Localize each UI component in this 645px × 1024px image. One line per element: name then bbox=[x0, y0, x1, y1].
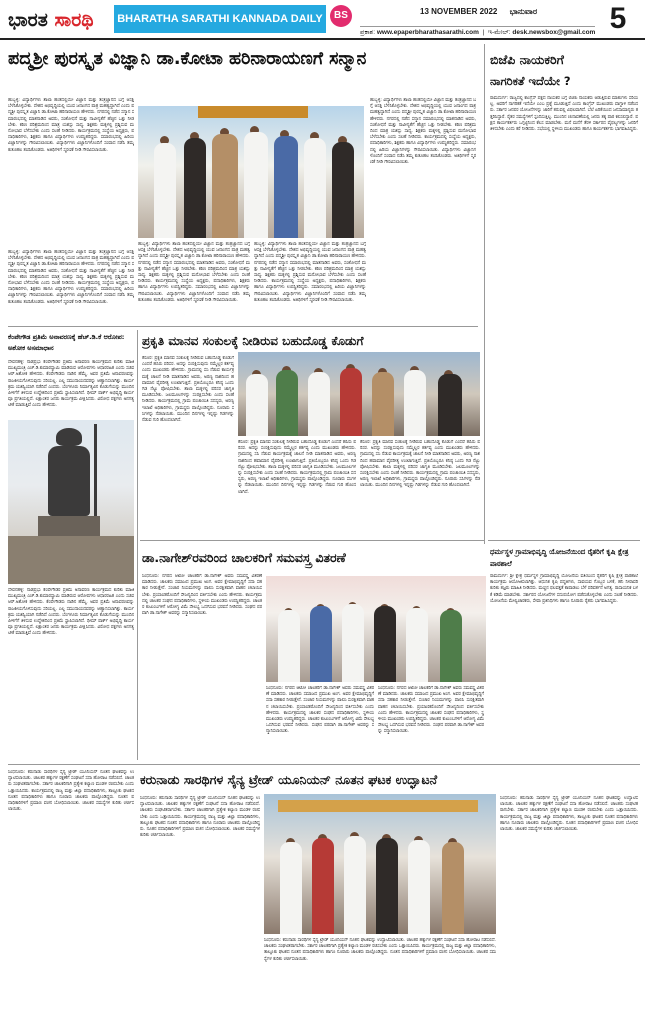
article-body-bjp: ರಾಮದುರ್ಗ: ರಾಜ್ಯದಲ್ಲಿ ಕಾಂಗ್ರೆಸ್ ಪಕ್ಷದ ನಾಯಕರ ಬಗ್ಗೆ ಬಿಜೆಪಿ ನಾಯಕರು ಆಡುತ್ತಿರುವ ಮಾತುಗಳು ಸರಿಯಲ್ಲ. ಅವರಿಗೆ ನಾಗರಿಕತೆ ಇದೆಯೇ ಎಂಬ ಪ್ರಶ್ನೆ ಮೂಡುತ್ತಿದೆ ಎಂದು ಕಾಂಗ್ರೆಸ್ ಮುಖಂಡರು ವಾಗ್ದಾಳಿ ನಡೆಸಿದರು. ಸರ್ಕಾರ ಜನಪರ ಯೋಜನೆಗಳನ್ನು ಜಾರಿಗೆ ತರುವಲ್ಲಿ ವಿಫಲವಾಗಿದೆ. ಬೆಲೆ ಏರಿಕೆಯಿಂದ ಜನಸಾಮಾನ್ಯರು ತತ್ತರಿಸಿದ್ದಾರೆ. ರೈತರ ಸಮಸ್ಯೆಗಳಿಗೆ ಸ್ಪಂದಿಸುತ್ತಿಲ್ಲ. ಮುಂದಿನ ಚುನಾವಣೆಯಲ್ಲಿ ಜನರು ತಕ್ಕ ಪಾಠ ಕಲಿಸಲಿದ್ದಾರೆ. ಪಕ್ಷದ ಕಾರ್ಯಕರ್ತರು ಒಗ್ಗಟ್ಟಿನಿಂದ ಕೆಲಸ ಮಾಡಬೇಕು. ಮನೆ ಮನೆಗೆ ತೆರಳಿ ಸರ್ಕಾರದ ವೈಫಲ್ಯಗಳನ್ನು ಜನರಿಗೆ ತಿಳಿಸಬೇಕು ಎಂದು ಕರೆ ನೀಡಿದರು. ಸಭೆಯಲ್ಲಿ ಸ್ಥಳೀಯ ಮುಖಂಡರು ಹಾಗೂ ಕಾರ್ಯಕರ್ತರು ಭಾಗವಹಿಸಿದ್ದರು. bbox=[490, 96, 638, 133]
email-label: ಇ-ಮೇಲ್: bbox=[487, 29, 511, 36]
issue-weekday: ಭಾನುವಾರ bbox=[509, 7, 538, 16]
headline-bjp: ಬಿಜೆಪಿ ನಾಯಕರಿಗೆ bbox=[490, 52, 564, 67]
headline-prakriti: ಪ್ರಕೃತಿ ಮಾನವ ಸಂಕುಲಕ್ಕೆ ನೀಡಿರುವ ಬಹುದೊಡ್ಡ ಕೊಡುಗೆ bbox=[142, 334, 364, 348]
article-body-padmashri-col2: ಹುಬ್ಬಳ್ಳಿ: ವಿದ್ಯಾರ್ಥಿಗಳು ಶಾಲಾ ಹಂತದಲ್ಲಿಯೇ ವಿಜ್ಞಾನ ಮತ್ತು ತಂತ್ರಜ್ಞಾನದ ಬಗ್ಗೆ ಆಸಕ್ತಿ ಬೆಳೆಸಿಕೊಳ್ಳಬೇಕು. ದೇಶದ ಅಭಿವೃದ್ಧಿಯಲ್ಲಿ ಯುವ ಜನಾಂಗದ ಪಾತ್ರ ಮಹತ್ವದ್ದಾಗಿದೆ ಎಂದು ಪದ್ಮಶ್ರೀ ಪುರಸ್ಕೃತ ವಿಜ್ಞಾನಿ ಡಾ.ಕೋಟಾ ಹರಿನಾರಾಯಣ ಹೇಳಿದರು. ನಗರದಲ್ಲಿ ನಡೆದ ಸನ್ಮಾನ ಸಮಾರಂಭದಲ್ಲಿ ಮಾತನಾಡಿದ ಅವರು, ಸಂಶೋಧನೆ ಮತ್ತು ನಾವೀನ್ಯತೆಗೆ ಹೆಚ್ಚಿನ ಒತ್ತು ನೀಡಬೇಕು. ಕಠಿಣ ಪರಿಶ್ರಮದಿಂದ ಮಾತ್ರ ಯಶಸ್ಸು ಸಾಧ್ಯ. ಶಿಕ್ಷಕರು ಮಕ್ಕಳಲ್ಲಿ ಪ್ರಶ್ನಿಸುವ ಮನೋಭಾವ ಬೆಳೆಸಬೇಕು ಎಂದು ಸಲಹೆ ನೀಡಿದರು. ಕಾರ್ಯಕ್ರಮದಲ್ಲಿ ಸಂಸ್ಥೆಯ ಅಧ್ಯಕ್ಷರು, ಪದಾಧಿಕಾರಿಗಳು, ಶಿಕ್ಷಕರು ಹಾಗೂ ವಿದ್ಯಾರ್ಥಿಗಳು ಉಪಸ್ಥಿತರಿದ್ದರು. ಸಮಾರಂಭದಲ್ಲಿ ಹಿರಿಯ ವಿಜ್ಞಾನಿಗಳನ್ನು ಗೌರವಿಸಲಾಯಿತು. ವಿದ್ಯಾರ್ಥಿಗಳು ವಿಜ್ಞಾನಿಗಳೊಂದಿಗೆ ಸಂವಾದ ನಡೆಸಿ ತಮ್ಮ ಕುತೂಹಲ ತಣಿಸಿಕೊಂಡರು. ಅತಿಥಿಗಳಿಗೆ ಸ್ಮರಣಿಕೆ ನೀಡಿ ಗೌರವಿಸಲಾಯಿತು. bbox=[138, 242, 250, 303]
photo-padmashri-felicitation bbox=[138, 106, 364, 238]
headline-karunadu: ಕರುನಾಡು ಸಾರಥಿಗಳ ಸೈನ್ಯ ಟ್ರೇಡ್ ಯೂನಿಯನ್ ನೂತನ ಘಟಕ ಉದ್ಘಾಟನೆ bbox=[140, 772, 438, 787]
photo-nagesh-uniform-distribution bbox=[266, 576, 486, 682]
email-link[interactable]: desk.newsbox@gmail.com bbox=[512, 29, 595, 36]
masthead bbox=[0, 0, 645, 40]
section-divider-right bbox=[488, 540, 640, 541]
photo-stage-banner bbox=[198, 106, 308, 118]
section-divider-2 bbox=[140, 540, 484, 541]
website-link[interactable]: www.epaperbharathasarathi.com bbox=[376, 29, 479, 36]
photo-prakriti-event bbox=[238, 352, 480, 436]
subhead-kempegowda: ಕೆಂಪೇಗೌಡ ಪ್ರತಿಮೆ ಅನಾವರಣಕ್ಕೆ ಹೆಚ್.ಡಿ.ಕೆ ಆರೋಪ: ಅಶೋಕ ಅಸಮಾಧಾನ bbox=[8, 333, 125, 352]
logo-word-1: ಭಾರತ bbox=[8, 9, 48, 31]
subhead-bjp: ನಾಗರಿಕತೆ ಇದೆಯೇ ? bbox=[490, 74, 571, 88]
dateline bbox=[420, 7, 595, 19]
article-body-kempegowda-top: ದೇವನಹಳ್ಳಿ: ನಾಡಪ್ರಭು ಕೆಂಪೇಗೌಡರ ಪ್ರತಿಮೆ ಅನಾವರಣ ಕಾರ್ಯಕ್ರಮದ ಕುರಿತು ಮಾಜಿ ಮುಖ್ಯಮಂತ್ರಿ ಎಚ್.ಡಿ.ಕುಮಾರಸ್ವಾಮಿ ಮಾಡಿರುವ ಆರೋಪಗಳು ಆಧಾರರಹಿತ ಎಂದು ಸಚಿವ ಆರ್.ಅಶೋಕ ಹೇಳಿದರು. ಕೆಂಪೇಗೌಡರು ನಾಡಿನ ಹೆಮ್ಮೆ. ಅವರ ಪ್ರತಿಮೆ ಅನಾವರಣವನ್ನು ರಾಜಕೀಯಗೊಳಿಸುವುದು ಸರಿಯಲ್ಲ. ಎಲ್ಲ ಸಮುದಾಯದವರನ್ನು ಆಹ್ವಾನಿಸಲಾಗಿತ್ತು. ಕಾರ್ಯಕ್ರಮ ಯಶಸ್ವಿಯಾಗಿ ನಡೆದಿದೆ ಎಂದರು. ಬೆಂಗಳೂರು ನಿರ್ಮಾತೃವಿನ ಕೊಡುಗೆಯನ್ನು ಮುಂದಿನ ಪೀಳಿಗೆಗೆ ತಿಳಿಸುವ ಉದ್ದೇಶದಿಂದ ಪ್ರತಿಮೆ ಸ್ಥಾಪಿಸಲಾಗಿದೆ. ಥೀಮ್ ಪಾರ್ಕ್ ಅಭಿವೃದ್ಧಿ ಕಾರ್ಯವೂ ಪ್ರಗತಿಯಲ್ಲಿದೆ. ಲಕ್ಷಾಂತರ ಜನರು ಕಾರ್ಯಕ್ರಮ ವೀಕ್ಷಿಸಿದರು. ವಿರೋಧ ಪಕ್ಷಗಳು ಅನಗತ್ಯ ಟೀಕೆ ಮಾಡುತ್ತಿವೆ ಎಂದು ಹೇಳಿದರು. bbox=[8, 360, 134, 409]
article-body-prakriti-col3: ಕೆರೂರ: ಪ್ರಕೃತಿ ಮಾನವ ಸಂಕುಲಕ್ಕೆ ನೀಡಿರುವ ಬಹುದೊಡ್ಡ ಕೊಡುಗೆ ಎಂದರೆ ಹಸಿರು ಪರಿಸರ. ಅದನ್ನು ಸಂರಕ್ಷಿಸುವುದು ನಮ್ಮೆಲ್ಲರ ಕರ್ತವ್ಯ ಎಂದು ಮುಖಂಡರು ಹೇಳಿದರು. ಗ್ರಾಮದಲ್ಲಿ ಸಸಿ ನೆಡುವ ಕಾರ್ಯಕ್ರಮಕ್ಕೆ ಚಾಲನೆ ನೀಡಿ ಮಾತನಾಡಿದ ಅವರು, ಅರಣ್ಯ ನಾಶದಿಂದ ಹವಾಮಾನ ವೈಪರೀತ್ಯ ಉಂಟಾಗುತ್ತಿದೆ. ಪ್ರತಿಯೊಬ್ಬರೂ ಕನಿಷ್ಠ ಒಂದು ಗಿಡ ನೆಟ್ಟು ಪೋಷಿಸಬೇಕು. ಶಾಲಾ ಮಕ್ಕಳಲ್ಲಿ ಪರಿಸರ ಜಾಗೃತಿ ಮೂಡಿಸಬೇಕು. ಜಲಮೂಲಗಳನ್ನು ಸಂರಕ್ಷಿಸಬೇಕು ಎಂದು ಸಲಹೆ ನೀಡಿದರು. ಕಾರ್ಯಕ್ರಮದಲ್ಲಿ ಗ್ರಾಮ ಪಂಚಾಯಿತಿ ಸದಸ್ಯರು, ಅರಣ್ಯ ಇಲಾಖೆ ಅಧಿಕಾರಿಗಳು, ಗ್ರಾಮಸ್ಥರು ಪಾಲ್ಗೊಂಡಿದ್ದರು. ನೂರಾರು ಸಸಿಗಳನ್ನು ನೆಡಲಾಯಿತು. ಮುಂದಿನ ದಿನಗಳಲ್ಲಿ ಇನ್ನಷ್ಟು ಗಿಡಗಳನ್ನು ನೆಡುವ ಗುರಿ ಹೊಂದಲಾಗಿದೆ. bbox=[360, 440, 480, 489]
column-divider-left bbox=[137, 330, 138, 760]
column-divider-right bbox=[484, 44, 485, 544]
headline-nagesh: ಡಾ.ನಾಗೇಶ್‌ರವರಿಂದ ಚಾಲಕರಿಗೆ ಸಮವಸ್ತ್ರ ವಿತರಣೆ bbox=[142, 550, 346, 565]
article-body-padmashri-col4: ಹುಬ್ಬಳ್ಳಿ: ವಿದ್ಯಾರ್ಥಿಗಳು ಶಾಲಾ ಹಂತದಲ್ಲಿಯೇ ವಿಜ್ಞಾನ ಮತ್ತು ತಂತ್ರಜ್ಞಾನದ ಬಗ್ಗೆ ಆಸಕ್ತಿ ಬೆಳೆಸಿಕೊಳ್ಳಬೇಕು. ದೇಶದ ಅಭಿವೃದ್ಧಿಯಲ್ಲಿ ಯುವ ಜನಾಂಗದ ಪಾತ್ರ ಮಹತ್ವದ್ದಾಗಿದೆ ಎಂದು ಪದ್ಮಶ್ರೀ ಪುರಸ್ಕೃತ ವಿಜ್ಞಾನಿ ಡಾ.ಕೋಟಾ ಹರಿನಾರಾಯಣ ಹೇಳಿದರು. ನಗರದಲ್ಲಿ ನಡೆದ ಸನ್ಮಾನ ಸಮಾರಂಭದಲ್ಲಿ ಮಾತನಾಡಿದ ಅವರು, ಸಂಶೋಧನೆ ಮತ್ತು ನಾವೀನ್ಯತೆಗೆ ಹೆಚ್ಚಿನ ಒತ್ತು ನೀಡಬೇಕು. ಕಠಿಣ ಪರಿಶ್ರಮದಿಂದ ಮಾತ್ರ ಯಶಸ್ಸು ಸಾಧ್ಯ. ಶಿಕ್ಷಕರು ಮಕ್ಕಳಲ್ಲಿ ಪ್ರಶ್ನಿಸುವ ಮನೋಭಾವ ಬೆಳೆಸಬೇಕು ಎಂದು ಸಲಹೆ ನೀಡಿದರು. ಕಾರ್ಯಕ್ರಮದಲ್ಲಿ ಸಂಸ್ಥೆಯ ಅಧ್ಯಕ್ಷರು, ಪದಾಧಿಕಾರಿಗಳು, ಶಿಕ್ಷಕರು ಹಾಗೂ ವಿದ್ಯಾರ್ಥಿಗಳು ಉಪಸ್ಥಿತರಿದ್ದರು. ಸಮಾರಂಭದಲ್ಲಿ ಹಿರಿಯ ವಿಜ್ಞಾನಿಗಳನ್ನು ಗೌರವಿಸಲಾಯಿತು. ವಿದ್ಯಾರ್ಥಿಗಳು ವಿಜ್ಞಾನಿಗಳೊಂದಿಗೆ ಸಂವಾದ ನಡೆಸಿ ತಮ್ಮ ಕುತೂಹಲ ತಣಿಸಿಕೊಂಡರು. ಅತಿಥಿಗಳಿಗೆ ಸ್ಮರಣಿಕೆ ನೀಡಿ ಗೌರವಿಸಲಾಯಿತು. bbox=[370, 98, 476, 166]
subhead-raitara: ಧರ್ಮಸ್ಥಳ ಗ್ರಾಮಾಭಿವೃದ್ಧಿ ಯೋಜನೆಯಿಂದ ರೈತರಿಗೆ ಕೃಷಿ ಕ್ಷೇತ್ರ ಪಾಠಶಾಲೆ bbox=[490, 548, 629, 568]
headline-padmashri: ಪದ್ಮಶ್ರೀ ಪುರಸ್ಕೃತ ವಿಜ್ಞಾನಿ ಡಾ.ಕೋಟಾ ಹರಿನಾರಾಯಣಗೆ ಸನ್ಮಾನ bbox=[8, 49, 367, 69]
article-body-prakriti-col2: ಕೆರೂರ: ಪ್ರಕೃತಿ ಮಾನವ ಸಂಕುಲಕ್ಕೆ ನೀಡಿರುವ ಬಹುದೊಡ್ಡ ಕೊಡುಗೆ ಎಂದರೆ ಹಸಿರು ಪರಿಸರ. ಅದನ್ನು ಸಂರಕ್ಷಿಸುವುದು ನಮ್ಮೆಲ್ಲರ ಕರ್ತವ್ಯ ಎಂದು ಮುಖಂಡರು ಹೇಳಿದರು. ಗ್ರಾಮದಲ್ಲಿ ಸಸಿ ನೆಡುವ ಕಾರ್ಯಕ್ರಮಕ್ಕೆ ಚಾಲನೆ ನೀಡಿ ಮಾತನಾಡಿದ ಅವರು, ಅರಣ್ಯ ನಾಶದಿಂದ ಹವಾಮಾನ ವೈಪರೀತ್ಯ ಉಂಟಾಗುತ್ತಿದೆ. ಪ್ರತಿಯೊಬ್ಬರೂ ಕನಿಷ್ಠ ಒಂದು ಗಿಡ ನೆಟ್ಟು ಪೋಷಿಸಬೇಕು. ಶಾಲಾ ಮಕ್ಕಳಲ್ಲಿ ಪರಿಸರ ಜಾಗೃತಿ ಮೂಡಿಸಬೇಕು. ಜಲಮೂಲಗಳನ್ನು ಸಂರಕ್ಷಿಸಬೇಕು ಎಂದು ಸಲಹೆ ನೀಡಿದರು. ಕಾರ್ಯಕ್ರಮದಲ್ಲಿ ಗ್ರಾಮ ಪಂಚಾಯಿತಿ ಸದಸ್ಯರು, ಅರಣ್ಯ ಇಲಾಖೆ ಅಧಿಕಾರಿಗಳು, ಗ್ರಾಮಸ್ಥರು ಪಾಲ್ಗೊಂಡಿದ್ದರು. ನೂರಾರು ಸಸಿಗಳನ್ನು ನೆಡಲಾಯಿತು. ಮುಂದಿನ ದಿನಗಳಲ್ಲಿ ಇನ್ನಷ್ಟು ಗಿಡಗಳನ್ನು ನೆಡುವ ಗುರಿ ಹೊಂದಲಾಗಿದೆ. bbox=[238, 440, 356, 495]
article-body-nagesh-col1: ಸಿಂಧನೂರು: ನಗರದ ಆಟೋ ಚಾಲಕರಿಗೆ ಡಾ.ನಾಗೇಶ್ ಅವರು ಸಮವಸ್ತ್ರ ವಿತರಣೆ ಮಾಡಿದರು. ಚಾಲಕರು ಸಮಾಜದ ಪ್ರಮುಖ ಅಂಗ. ಅವರ ಕ್ಷೇಮಾಭಿವೃದ್ಧಿಗೆ ಸದಾ ಸಹಕಾರ ನೀಡುತ್ತೇನೆ. ಸಂಚಾರ ನಿಯಮಗಳನ್ನು ಪಾಲಿಸಿ ಸುರಕ್ಷಿತವಾಗಿ ವಾಹನ ಚಲಾಯಿಸಬೇಕು. ಪ್ರಯಾಣಿಕರೊಂದಿಗೆ ಸೌಜನ್ಯದಿಂದ ವರ್ತಿಸಬೇಕು ಎಂದು ಹೇಳಿದರು. ಕಾರ್ಯಕ್ರಮದಲ್ಲಿ ಚಾಲಕರ ಸಂಘದ ಪದಾಧಿಕಾರಿಗಳು, ಸ್ಥಳೀಯ ಮುಖಂಡರು ಉಪಸ್ಥಿತರಿದ್ದರು. ಚಾಲಕರ ಕುಟುಂಬಗಳಿಗೆ ಆರೋಗ್ಯ ವಿಮೆ ಸೌಲಭ್ಯ ಒದಗಿಸುವ ಭರವಸೆ ನೀಡಿದರು. ಸಂಘದ ಪರವಾಗಿ ಡಾ.ನಾಗೇಶ್ ಅವರನ್ನು ಸನ್ಮಾನಿಸಲಾಯಿತು. bbox=[142, 574, 262, 617]
article-body-karunadu-col3: ಸಿಂಧನೂರು: ಕರುನಾಡು ಸಾರಥಿಗಳ ಸೈನ್ಯ ಟ್ರೇಡ್ ಯೂನಿಯನ್ ನೂತನ ಘಟಕವನ್ನು ಉದ್ಘಾಟಿಸಲಾಯಿತು. ಚಾಲಕರ ಹಕ್ಕುಗಳ ರಕ್ಷಣೆಗೆ ಸಂಘಟನೆ ಸದಾ ಹೋರಾಟ ನಡೆಸಲಿದೆ. ಚಾಲಕರು ಸಂಘಟಿತರಾಗಬೇಕು. ಸರ್ಕಾರ ಚಾಲಕರಿಗಾಗಿ ಪ್ರತ್ಯೇಕ ಕಲ್ಯಾಣ ಮಂಡಳಿ ರಚಿಸಬೇಕು ಎಂದು ಒತ್ತಾಯಿಸಿದರು. ಕಾರ್ಯಕ್ರಮದಲ್ಲಿ ರಾಜ್ಯ ಮತ್ತು ಜಿಲ್ಲಾ ಪದಾಧಿಕಾರಿಗಳು, ತಾಲ್ಲೂಕು ಘಟಕದ ನೂತನ ಪದಾಧಿಕಾರಿಗಳು ಹಾಗೂ ನೂರಾರು ಚಾಲಕರು ಪಾಲ್ಗೊಂಡಿದ್ದರು. ನೂತನ ಪದಾಧಿಕಾರಿಗಳಿಗೆ ಪ್ರಮಾಣ ವಚನ ಬೋಧಿಸಲಾಯಿತು. ಚಾಲಕರ ಸಮಸ್ಯೆಗಳ ಕುರಿತು ಚರ್ಚಿಸಲಾಯಿತು. bbox=[264, 938, 496, 962]
article-body-raitara: ರಾಮದುರ್ಗ: ಶ್ರೀ ಕ್ಷೇತ್ರ ಧರ್ಮಸ್ಥಳ ಗ್ರಾಮಾಭಿವೃದ್ಧಿ ಯೋಜನೆಯ ವತಿಯಿಂದ ರೈತರಿಗೆ ಕೃಷಿ ಕ್ಷೇತ್ರ ಪಾಠಶಾಲೆ ಕಾರ್ಯಕ್ರಮ ಆಯೋಜಿಸಲಾಗಿತ್ತು. ಆಧುನಿಕ ಕೃಷಿ ಪದ್ಧತಿಗಳು, ಸಾವಯವ ಗೊಬ್ಬರ ಬಳಕೆ, ಹನಿ ನೀರಾವರಿ ಕುರಿತು ತಜ್ಞರು ಮಾಹಿತಿ ನೀಡಿದರು. ಮಣ್ಣಿನ ಫಲವತ್ತತೆ ಕಾಪಾಡಲು ಬೆಳೆ ಪರಿವರ್ತನೆ ಅಗತ್ಯ. ರಾಸಾಯನಿಕ ಬಳಕೆ ಕಡಿಮೆ ಮಾಡಬೇಕು. ಸರ್ಕಾರದ ಯೋಜನೆಗಳ ಸದುಪಯೋಗ ಪಡೆದುಕೊಳ್ಳಬೇಕು ಎಂದು ಸಲಹೆ ನೀಡಿದರು. ಯೋಜನೆಯ ಮೇಲ್ವಿಚಾರಕರು, ಸೇವಾ ಪ್ರತಿನಿಧಿಗಳು ಹಾಗೂ ನೂರಾರು ರೈತರು ಭಾಗವಹಿಸಿದ್ದರು. bbox=[490, 574, 638, 604]
photo-karunadu-inauguration bbox=[264, 794, 496, 934]
section-divider-3 bbox=[8, 764, 640, 765]
photo-kempegowda-statue bbox=[8, 420, 134, 584]
article-body-prakriti-col1: ಕೆರೂರ: ಪ್ರಕೃತಿ ಮಾನವ ಸಂಕುಲಕ್ಕೆ ನೀಡಿರುವ ಬಹುದೊಡ್ಡ ಕೊಡುಗೆ ಎಂದರೆ ಹಸಿರು ಪರಿಸರ. ಅದನ್ನು ಸಂರಕ್ಷಿಸುವುದು ನಮ್ಮೆಲ್ಲರ ಕರ್ತವ್ಯ ಎಂದು ಮುಖಂಡರು ಹೇಳಿದರು. ಗ್ರಾಮದಲ್ಲಿ ಸಸಿ ನೆಡುವ ಕಾರ್ಯಕ್ರಮಕ್ಕೆ ಚಾಲನೆ ನೀಡಿ ಮಾತನಾಡಿದ ಅವರು, ಅರಣ್ಯ ನಾಶದಿಂದ ಹವಾಮಾನ ವೈಪರೀತ್ಯ ಉಂಟಾಗುತ್ತಿದೆ. ಪ್ರತಿಯೊಬ್ಬರೂ ಕನಿಷ್ಠ ಒಂದು ಗಿಡ ನೆಟ್ಟು ಪೋಷಿಸಬೇಕು. ಶಾಲಾ ಮಕ್ಕಳಲ್ಲಿ ಪರಿಸರ ಜಾಗೃತಿ ಮೂಡಿಸಬೇಕು. ಜಲಮೂಲಗಳನ್ನು ಸಂರಕ್ಷಿಸಬೇಕು ಎಂದು ಸಲಹೆ ನೀಡಿದರು. ಕಾರ್ಯಕ್ರಮದಲ್ಲಿ ಗ್ರಾಮ ಪಂಚಾಯಿತಿ ಸದಸ್ಯರು, ಅರಣ್ಯ ಇಲಾಖೆ ಅಧಿಕಾರಿಗಳು, ಗ್ರಾಮಸ್ಥರು ಪಾಲ್ಗೊಂಡಿದ್ದರು. ನೂರಾರು ಸಸಿಗಳನ್ನು ನೆಡಲಾಯಿತು. ಮುಂದಿನ ದಿನಗಳಲ್ಲಿ ಇನ್ನಷ್ಟು ಗಿಡಗಳನ್ನು ನೆಡುವ ಗುರಿ ಹೊಂದಲಾಗಿದೆ. bbox=[142, 356, 234, 424]
bs-logo-icon: BS bbox=[330, 5, 352, 27]
issue-date: 13 NOVEMBER 2022 bbox=[420, 7, 498, 16]
article-body-karunadu-col2: ಸಿಂಧನೂರು: ಕರುನಾಡು ಸಾರಥಿಗಳ ಸೈನ್ಯ ಟ್ರೇಡ್ ಯೂನಿಯನ್ ನೂತನ ಘಟಕವನ್ನು ಉದ್ಘಾಟಿಸಲಾಯಿತು. ಚಾಲಕರ ಹಕ್ಕುಗಳ ರಕ್ಷಣೆಗೆ ಸಂಘಟನೆ ಸದಾ ಹೋರಾಟ ನಡೆಸಲಿದೆ. ಚಾಲಕರು ಸಂಘಟಿತರಾಗಬೇಕು. ಸರ್ಕಾರ ಚಾಲಕರಿಗಾಗಿ ಪ್ರತ್ಯೇಕ ಕಲ್ಯಾಣ ಮಂಡಳಿ ರಚಿಸಬೇಕು ಎಂದು ಒತ್ತಾಯಿಸಿದರು. ಕಾರ್ಯಕ್ರಮದಲ್ಲಿ ರಾಜ್ಯ ಮತ್ತು ಜಿಲ್ಲಾ ಪದಾಧಿಕಾರಿಗಳು, ತಾಲ್ಲೂಕು ಘಟಕದ ನೂತನ ಪದಾಧಿಕಾರಿಗಳು ಹಾಗೂ ನೂರಾರು ಚಾಲಕರು ಪಾಲ್ಗೊಂಡಿದ್ದರು. ನೂತನ ಪದಾಧಿಕಾರಿಗಳಿಗೆ ಪ್ರಮಾಣ ವಚನ ಬೋಧಿಸಲಾಯಿತು. ಚಾಲಕರ ಸಮಸ್ಯೆಗಳ ಕುರಿತು ಚರ್ಚಿಸಲಾಯಿತು. bbox=[140, 796, 260, 839]
website-label: ಪ್ರಕಾಶ: bbox=[360, 29, 376, 36]
photo-union-banner bbox=[278, 800, 478, 812]
section-divider-1 bbox=[8, 326, 478, 327]
article-body-padmashri-col1b: ಹುಬ್ಬಳ್ಳಿ: ವಿದ್ಯಾರ್ಥಿಗಳು ಶಾಲಾ ಹಂತದಲ್ಲಿಯೇ ವಿಜ್ಞಾನ ಮತ್ತು ತಂತ್ರಜ್ಞಾನದ ಬಗ್ಗೆ ಆಸಕ್ತಿ ಬೆಳೆಸಿಕೊಳ್ಳಬೇಕು. ದೇಶದ ಅಭಿವೃದ್ಧಿಯಲ್ಲಿ ಯುವ ಜನಾಂಗದ ಪಾತ್ರ ಮಹತ್ವದ್ದಾಗಿದೆ ಎಂದು ಪದ್ಮಶ್ರೀ ಪುರಸ್ಕೃತ ವಿಜ್ಞಾನಿ ಡಾ.ಕೋಟಾ ಹರಿನಾರಾಯಣ ಹೇಳಿದರು. ನಗರದಲ್ಲಿ ನಡೆದ ಸನ್ಮಾನ ಸಮಾರಂಭದಲ್ಲಿ ಮಾತನಾಡಿದ ಅವರು, ಸಂಶೋಧನೆ ಮತ್ತು ನಾವೀನ್ಯತೆಗೆ ಹೆಚ್ಚಿನ ಒತ್ತು ನೀಡಬೇಕು. ಕಠಿಣ ಪರಿಶ್ರಮದಿಂದ ಮಾತ್ರ ಯಶಸ್ಸು ಸಾಧ್ಯ. ಶಿಕ್ಷಕರು ಮಕ್ಕಳಲ್ಲಿ ಪ್ರಶ್ನಿಸುವ ಮನೋಭಾವ ಬೆಳೆಸಬೇಕು ಎಂದು ಸಲಹೆ ನೀಡಿದರು. ಕಾರ್ಯಕ್ರಮದಲ್ಲಿ ಸಂಸ್ಥೆಯ ಅಧ್ಯಕ್ಷರು, ಪದಾಧಿಕಾರಿಗಳು, ಶಿಕ್ಷಕರು ಹಾಗೂ ವಿದ್ಯಾರ್ಥಿಗಳು ಉಪಸ್ಥಿತರಿದ್ದರು. ಸಮಾರಂಭದಲ್ಲಿ ಹಿರಿಯ ವಿಜ್ಞಾನಿಗಳನ್ನು ಗೌರವಿಸಲಾಯಿತು. ವಿದ್ಯಾರ್ಥಿಗಳು ವಿಜ್ಞಾನಿಗಳೊಂದಿಗೆ ಸಂವಾದ ನಡೆಸಿ ತಮ್ಮ ಕುತೂಹಲ ತಣಿಸಿಕೊಂಡರು. ಅತಿಥಿಗಳಿಗೆ ಸ್ಮರಣಿಕೆ ನೀಡಿ ಗೌರವಿಸಲಾಯಿತು. bbox=[8, 250, 134, 305]
logo-word-2: ಸಾರಥಿ bbox=[54, 9, 94, 31]
article-body-padmashri-col3: ಹುಬ್ಬಳ್ಳಿ: ವಿದ್ಯಾರ್ಥಿಗಳು ಶಾಲಾ ಹಂತದಲ್ಲಿಯೇ ವಿಜ್ಞಾನ ಮತ್ತು ತಂತ್ರಜ್ಞಾನದ ಬಗ್ಗೆ ಆಸಕ್ತಿ ಬೆಳೆಸಿಕೊಳ್ಳಬೇಕು. ದೇಶದ ಅಭಿವೃದ್ಧಿಯಲ್ಲಿ ಯುವ ಜನಾಂಗದ ಪಾತ್ರ ಮಹತ್ವದ್ದಾಗಿದೆ ಎಂದು ಪದ್ಮಶ್ರೀ ಪುರಸ್ಕೃತ ವಿಜ್ಞಾನಿ ಡಾ.ಕೋಟಾ ಹರಿನಾರಾಯಣ ಹೇಳಿದರು. ನಗರದಲ್ಲಿ ನಡೆದ ಸನ್ಮಾನ ಸಮಾರಂಭದಲ್ಲಿ ಮಾತನಾಡಿದ ಅವರು, ಸಂಶೋಧನೆ ಮತ್ತು ನಾವೀನ್ಯತೆಗೆ ಹೆಚ್ಚಿನ ಒತ್ತು ನೀಡಬೇಕು. ಕಠಿಣ ಪರಿಶ್ರಮದಿಂದ ಮಾತ್ರ ಯಶಸ್ಸು ಸಾಧ್ಯ. ಶಿಕ್ಷಕರು ಮಕ್ಕಳಲ್ಲಿ ಪ್ರಶ್ನಿಸುವ ಮನೋಭಾವ ಬೆಳೆಸಬೇಕು ಎಂದು ಸಲಹೆ ನೀಡಿದರು. ಕಾರ್ಯಕ್ರಮದಲ್ಲಿ ಸಂಸ್ಥೆಯ ಅಧ್ಯಕ್ಷರು, ಪದಾಧಿಕಾರಿಗಳು, ಶಿಕ್ಷಕರು ಹಾಗೂ ವಿದ್ಯಾರ್ಥಿಗಳು ಉಪಸ್ಥಿತರಿದ್ದರು. ಸಮಾರಂಭದಲ್ಲಿ ಹಿರಿಯ ವಿಜ್ಞಾನಿಗಳನ್ನು ಗೌರವಿಸಲಾಯಿತು. ವಿದ್ಯಾರ್ಥಿಗಳು ವಿಜ್ಞಾನಿಗಳೊಂದಿಗೆ ಸಂವಾದ ನಡೆಸಿ ತಮ್ಮ ಕುತೂಹಲ ತಣಿಸಿಕೊಂಡರು. ಅತಿಥಿಗಳಿಗೆ ಸ್ಮರಣಿಕೆ ನೀಡಿ ಗೌರವಿಸಲಾಯಿತು. bbox=[254, 242, 366, 303]
contact-strip: ಪ್ರಕಾಶ: www.epaperbharathasarathi.com | ಇ-ಮೇಲ್: desk.newsbox@gmail.com bbox=[360, 26, 595, 37]
newspaper-logo bbox=[8, 4, 108, 36]
page-number: 5 bbox=[609, 2, 627, 35]
article-body-nagesh-col2: ಸಿಂಧನೂರು: ನಗರದ ಆಟೋ ಚಾಲಕರಿಗೆ ಡಾ.ನಾಗೇಶ್ ಅವರು ಸಮವಸ್ತ್ರ ವಿತರಣೆ ಮಾಡಿದರು. ಚಾಲಕರು ಸಮಾಜದ ಪ್ರಮುಖ ಅಂಗ. ಅವರ ಕ್ಷೇಮಾಭಿವೃದ್ಧಿಗೆ ಸದಾ ಸಹಕಾರ ನೀಡುತ್ತೇನೆ. ಸಂಚಾರ ನಿಯಮಗಳನ್ನು ಪಾಲಿಸಿ ಸುರಕ್ಷಿತವಾಗಿ ವಾಹನ ಚಲಾಯಿಸಬೇಕು. ಪ್ರಯಾಣಿಕರೊಂದಿಗೆ ಸೌಜನ್ಯದಿಂದ ವರ್ತಿಸಬೇಕು ಎಂದು ಹೇಳಿದರು. ಕಾರ್ಯಕ್ರಮದಲ್ಲಿ ಚಾಲಕರ ಸಂಘದ ಪದಾಧಿಕಾರಿಗಳು, ಸ್ಥಳೀಯ ಮುಖಂಡರು ಉಪಸ್ಥಿತರಿದ್ದರು. ಚಾಲಕರ ಕುಟುಂಬಗಳಿಗೆ ಆರೋಗ್ಯ ವಿಮೆ ಸೌಲಭ್ಯ ಒದಗಿಸುವ ಭರವಸೆ ನೀಡಿದರು. ಸಂಘದ ಪರವಾಗಿ ಡಾ.ನಾಗೇಶ್ ಅವರನ್ನು ಸನ್ಮಾನಿಸಲಾಯಿತು. bbox=[266, 686, 374, 735]
article-body-karunadu-col4: ಸಿಂಧನೂರು: ಕರುನಾಡು ಸಾರಥಿಗಳ ಸೈನ್ಯ ಟ್ರೇಡ್ ಯೂನಿಯನ್ ನೂತನ ಘಟಕವನ್ನು ಉದ್ಘಾಟಿಸಲಾಯಿತು. ಚಾಲಕರ ಹಕ್ಕುಗಳ ರಕ್ಷಣೆಗೆ ಸಂಘಟನೆ ಸದಾ ಹೋರಾಟ ನಡೆಸಲಿದೆ. ಚಾಲಕರು ಸಂಘಟಿತರಾಗಬೇಕು. ಸರ್ಕಾರ ಚಾಲಕರಿಗಾಗಿ ಪ್ರತ್ಯೇಕ ಕಲ್ಯಾಣ ಮಂಡಳಿ ರಚಿಸಬೇಕು ಎಂದು ಒತ್ತಾಯಿಸಿದರು. ಕಾರ್ಯಕ್ರಮದಲ್ಲಿ ರಾಜ್ಯ ಮತ್ತು ಜಿಲ್ಲಾ ಪದಾಧಿಕಾರಿಗಳು, ತಾಲ್ಲೂಕು ಘಟಕದ ನೂತನ ಪದಾಧಿಕಾರಿಗಳು ಹಾಗೂ ನೂರಾರು ಚಾಲಕರು ಪಾಲ್ಗೊಂಡಿದ್ದರು. ನೂತನ ಪದಾಧಿಕಾರಿಗಳಿಗೆ ಪ್ರಮಾಣ ವಚನ ಬೋಧಿಸಲಾಯಿತು. ಚಾಲಕರ ಸಮಸ್ಯೆಗಳ ಕುರಿತು ಚರ್ಚಿಸಲಾಯಿತು. bbox=[500, 796, 638, 833]
article-body-kempegowda-bottom: ದೇವನಹಳ್ಳಿ: ನಾಡಪ್ರಭು ಕೆಂಪೇಗೌಡರ ಪ್ರತಿಮೆ ಅನಾವರಣ ಕಾರ್ಯಕ್ರಮದ ಕುರಿತು ಮಾಜಿ ಮುಖ್ಯಮಂತ್ರಿ ಎಚ್.ಡಿ.ಕುಮಾರಸ್ವಾಮಿ ಮಾಡಿರುವ ಆರೋಪಗಳು ಆಧಾರರಹಿತ ಎಂದು ಸಚಿವ ಆರ್.ಅಶೋಕ ಹೇಳಿದರು. ಕೆಂಪೇಗೌಡರು ನಾಡಿನ ಹೆಮ್ಮೆ. ಅವರ ಪ್ರತಿಮೆ ಅನಾವರಣವನ್ನು ರಾಜಕೀಯಗೊಳಿಸುವುದು ಸರಿಯಲ್ಲ. ಎಲ್ಲ ಸಮುದಾಯದವರನ್ನು ಆಹ್ವಾನಿಸಲಾಗಿತ್ತು. ಕಾರ್ಯಕ್ರಮ ಯಶಸ್ವಿಯಾಗಿ ನಡೆದಿದೆ ಎಂದರು. ಬೆಂಗಳೂರು ನಿರ್ಮಾತೃವಿನ ಕೊಡುಗೆಯನ್ನು ಮುಂದಿನ ಪೀಳಿಗೆಗೆ ತಿಳಿಸುವ ಉದ್ದೇಶದಿಂದ ಪ್ರತಿಮೆ ಸ್ಥಾಪಿಸಲಾಗಿದೆ. ಥೀಮ್ ಪಾರ್ಕ್ ಅಭಿವೃದ್ಧಿ ಕಾರ್ಯವೂ ಪ್ರಗತಿಯಲ್ಲಿದೆ. ಲಕ್ಷಾಂತರ ಜನರು ಕಾರ್ಯಕ್ರಮ ವೀಕ್ಷಿಸಿದರು. ವಿರೋಧ ಪಕ್ಷಗಳು ಅನಗತ್ಯ ಟೀಕೆ ಮಾಡುತ್ತಿವೆ ಎಂದು ಹೇಳಿದರು. bbox=[8, 588, 134, 637]
article-body-padmashri-col1: ಹುಬ್ಬಳ್ಳಿ: ವಿದ್ಯಾರ್ಥಿಗಳು ಶಾಲಾ ಹಂತದಲ್ಲಿಯೇ ವಿಜ್ಞಾನ ಮತ್ತು ತಂತ್ರಜ್ಞಾನದ ಬಗ್ಗೆ ಆಸಕ್ತಿ ಬೆಳೆಸಿಕೊಳ್ಳಬೇಕು. ದೇಶದ ಅಭಿವೃದ್ಧಿಯಲ್ಲಿ ಯುವ ಜನಾಂಗದ ಪಾತ್ರ ಮಹತ್ವದ್ದಾಗಿದೆ ಎಂದು ಪದ್ಮಶ್ರೀ ಪುರಸ್ಕೃತ ವಿಜ್ಞಾನಿ ಡಾ.ಕೋಟಾ ಹರಿನಾರಾಯಣ ಹೇಳಿದರು. ನಗರದಲ್ಲಿ ನಡೆದ ಸನ್ಮಾನ ಸಮಾರಂಭದಲ್ಲಿ ಮಾತನಾಡಿದ ಅವರು, ಸಂಶೋಧನೆ ಮತ್ತು ನಾವೀನ್ಯತೆಗೆ ಹೆಚ್ಚಿನ ಒತ್ತು ನೀಡಬೇಕು. ಕಠಿಣ ಪರಿಶ್ರಮದಿಂದ ಮಾತ್ರ ಯಶಸ್ಸು ಸಾಧ್ಯ. ಶಿಕ್ಷಕರು ಮಕ್ಕಳಲ್ಲಿ ಪ್ರಶ್ನಿಸುವ ಮನೋಭಾವ ಬೆಳೆಸಬೇಕು ಎಂದು ಸಲಹೆ ನೀಡಿದರು. ಕಾರ್ಯಕ್ರಮದಲ್ಲಿ ಸಂಸ್ಥೆಯ ಅಧ್ಯಕ್ಷರು, ಪದಾಧಿಕಾರಿಗಳು, ಶಿಕ್ಷಕರು ಹಾಗೂ ವಿದ್ಯಾರ್ಥಿಗಳು ಉಪಸ್ಥಿತರಿದ್ದರು. ಸಮಾರಂಭದಲ್ಲಿ ಹಿರಿಯ ವಿಜ್ಞಾನಿಗಳನ್ನು ಗೌರವಿಸಲಾಯಿತು. ವಿದ್ಯಾರ್ಥಿಗಳು ವಿಜ್ಞಾನಿಗಳೊಂದಿಗೆ ಸಂವಾದ ನಡೆಸಿ ತಮ್ಮ ಕುತೂಹಲ ತಣಿಸಿಕೊಂಡರು. ಅತಿಥಿಗಳಿಗೆ ಸ್ಮರಣಿಕೆ ನೀಡಿ ಗೌರವಿಸಲಾಯಿತು. bbox=[8, 98, 134, 153]
article-body-nagesh-col3: ಸಿಂಧನೂರು: ನಗರದ ಆಟೋ ಚಾಲಕರಿಗೆ ಡಾ.ನಾಗೇಶ್ ಅವರು ಸಮವಸ್ತ್ರ ವಿತರಣೆ ಮಾಡಿದರು. ಚಾಲಕರು ಸಮಾಜದ ಪ್ರಮುಖ ಅಂಗ. ಅವರ ಕ್ಷೇಮಾಭಿವೃದ್ಧಿಗೆ ಸದಾ ಸಹಕಾರ ನೀಡುತ್ತೇನೆ. ಸಂಚಾರ ನಿಯಮಗಳನ್ನು ಪಾಲಿಸಿ ಸುರಕ್ಷಿತವಾಗಿ ವಾಹನ ಚಲಾಯಿಸಬೇಕು. ಪ್ರಯಾಣಿಕರೊಂದಿಗೆ ಸೌಜನ್ಯದಿಂದ ವರ್ತಿಸಬೇಕು ಎಂದು ಹೇಳಿದರು. ಕಾರ್ಯಕ್ರಮದಲ್ಲಿ ಚಾಲಕರ ಸಂಘದ ಪದಾಧಿಕಾರಿಗಳು, ಸ್ಥಳೀಯ ಮುಖಂಡರು ಉಪಸ್ಥಿತರಿದ್ದರು. ಚಾಲಕರ ಕುಟುಂಬಗಳಿಗೆ ಆರೋಗ್ಯ ವಿಮೆ ಸೌಲಭ್ಯ ಒದಗಿಸುವ ಭರವಸೆ ನೀಡಿದರು. ಸಂಘದ ಪರವಾಗಿ ಡಾ.ನಾಗೇಶ್ ಅವರನ್ನು ಸನ್ಮಾನಿಸಲಾಯಿತು. bbox=[378, 686, 484, 735]
article-body-karunadu-col1: ಸಿಂಧನೂರು: ಕರುನಾಡು ಸಾರಥಿಗಳ ಸೈನ್ಯ ಟ್ರೇಡ್ ಯೂನಿಯನ್ ನೂತನ ಘಟಕವನ್ನು ಉದ್ಘಾಟಿಸಲಾಯಿತು. ಚಾಲಕರ ಹಕ್ಕುಗಳ ರಕ್ಷಣೆಗೆ ಸಂಘಟನೆ ಸದಾ ಹೋರಾಟ ನಡೆಸಲಿದೆ. ಚಾಲಕರು ಸಂಘಟಿತರಾಗಬೇಕು. ಸರ್ಕಾರ ಚಾಲಕರಿಗಾಗಿ ಪ್ರತ್ಯೇಕ ಕಲ್ಯಾಣ ಮಂಡಳಿ ರಚಿಸಬೇಕು ಎಂದು ಒತ್ತಾಯಿಸಿದರು. ಕಾರ್ಯಕ್ರಮದಲ್ಲಿ ರಾಜ್ಯ ಮತ್ತು ಜಿಲ್ಲಾ ಪದಾಧಿಕಾರಿಗಳು, ತಾಲ್ಲೂಕು ಘಟಕದ ನೂತನ ಪದಾಧಿಕಾರಿಗಳು ಹಾಗೂ ನೂರಾರು ಚಾಲಕರು ಪಾಲ್ಗೊಂಡಿದ್ದರು. ನೂತನ ಪದಾಧಿಕಾರಿಗಳಿಗೆ ಪ್ರಮಾಣ ವಚನ ಬೋಧಿಸಲಾಯಿತು. ಚಾಲಕರ ಸಮಸ್ಯೆಗಳ ಕುರಿತು ಚರ್ಚಿಸಲಾಯಿತು. bbox=[8, 770, 134, 813]
masthead-banner: BHARATHA SARATHI KANNADA DAILY bbox=[114, 5, 326, 33]
